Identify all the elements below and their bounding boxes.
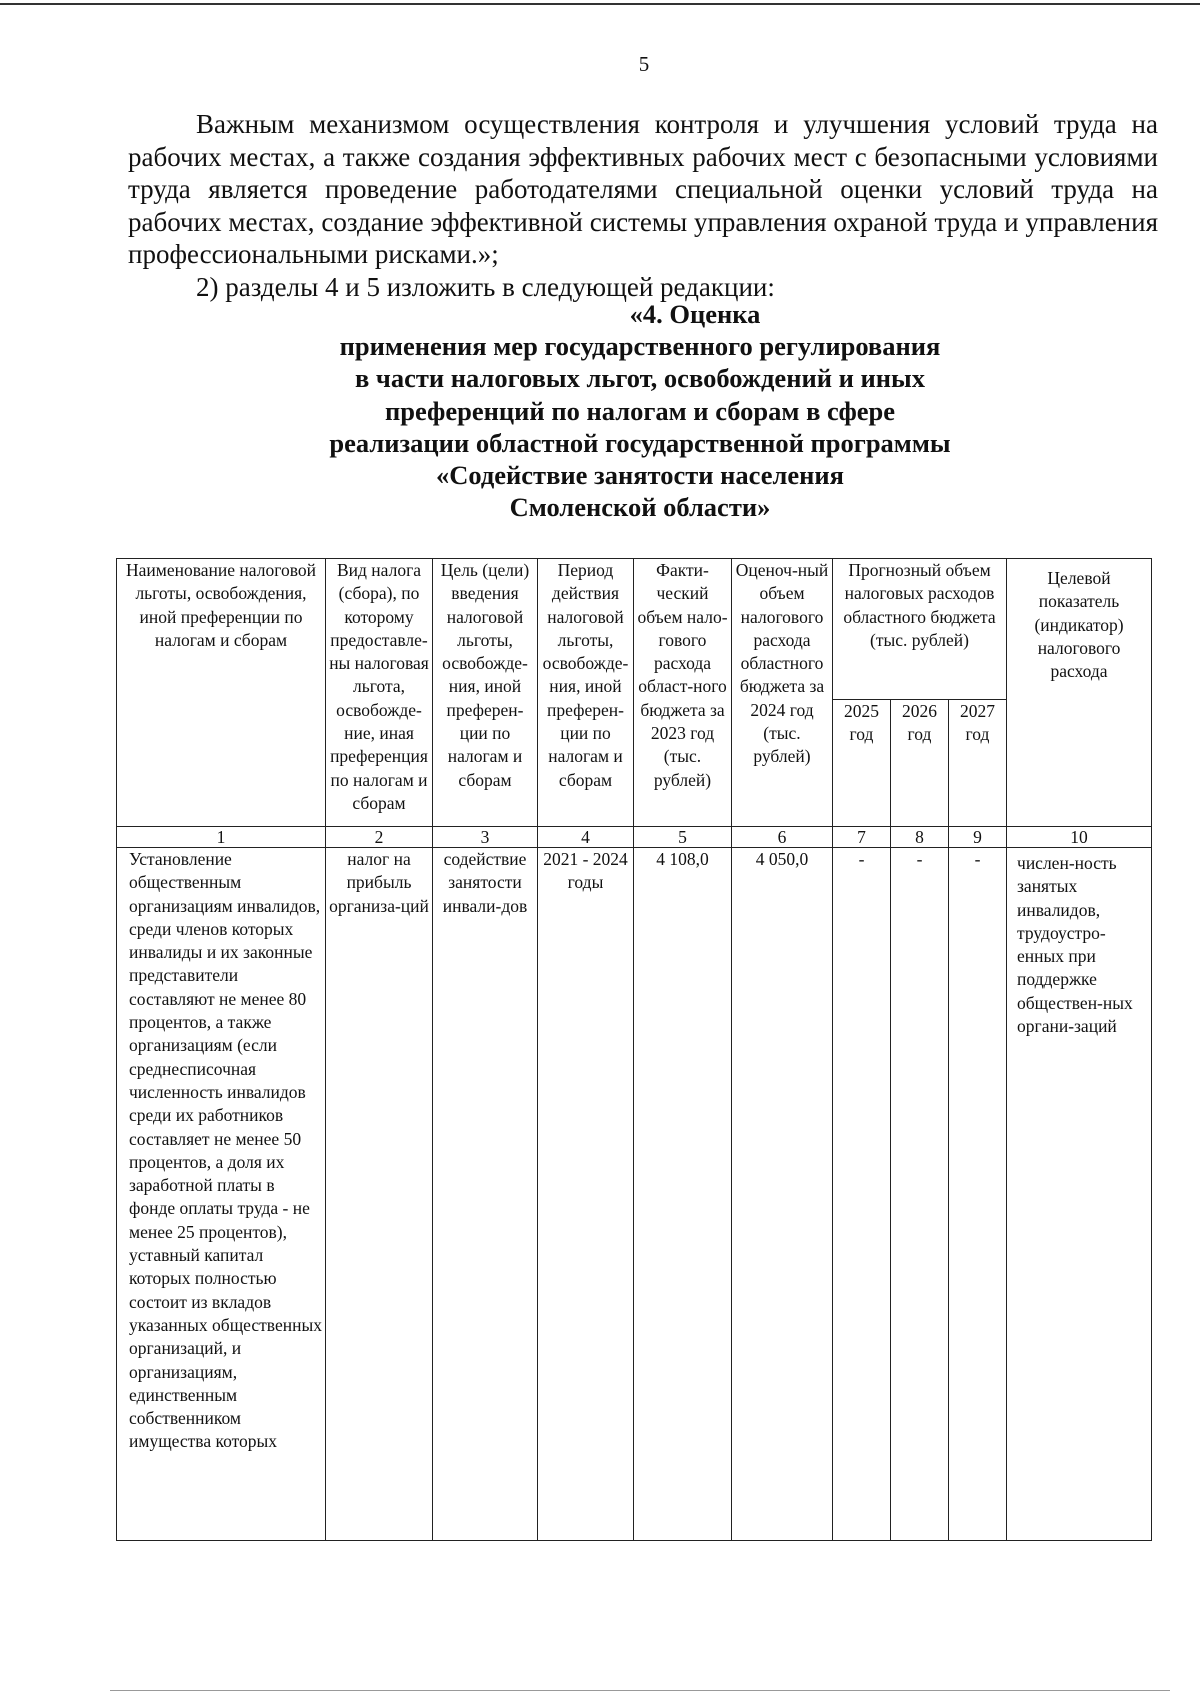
header-forecast-group: Прогнозный объем налоговых расходов областного бюджета (тыс. рублей) bbox=[833, 559, 1007, 700]
heading-line-5: реализации областной государственной программы bbox=[329, 427, 951, 458]
row-target-indicator: числен-ность занятых инвалидов, трудоустро-енных при поддержке обществен-ных органи-заций bbox=[1007, 848, 1152, 1541]
header-goal: Цель (цели) введения налоговой льготы, освобожде-ния, иной преферен-ции по налогам и сборам bbox=[433, 559, 538, 827]
bottom-rule bbox=[110, 1690, 1170, 1691]
row-period: 2021 - 2024 годы bbox=[538, 848, 634, 1541]
heading-line-4: преференций по налогам и сборам в сфере bbox=[384, 395, 896, 426]
row-forecast-2025: - bbox=[833, 848, 891, 1541]
header-row-1 bbox=[117, 559, 1152, 700]
column-number-row bbox=[117, 827, 1152, 848]
column-number: 5 bbox=[634, 827, 732, 848]
page-number: 5 bbox=[638, 52, 650, 76]
heading-line-3: в части налоговых льгот, освобождений и иных bbox=[354, 363, 925, 394]
column-number: 6 bbox=[732, 827, 833, 848]
column-number: 7 bbox=[833, 827, 891, 848]
heading-line-6: «Содействие занятости населения bbox=[435, 460, 845, 491]
header-period: Период действия налоговой льготы, освобожде-ния, иной преферен-ции по налогам и сборам bbox=[538, 559, 634, 827]
column-number: 2 bbox=[326, 827, 433, 848]
column-number: 10 bbox=[1007, 827, 1152, 848]
header-estimated-2024: Оценоч-ный объем налогового расхода областного бюджета за 2024 год (тыс. рублей) bbox=[732, 559, 833, 827]
row-forecast-2026: - bbox=[891, 848, 949, 1541]
header-year-2026: 2026 год bbox=[891, 700, 949, 827]
section-heading bbox=[150, 298, 1130, 523]
column-number: 9 bbox=[949, 827, 1007, 848]
heading-line-2: применения мер государственного регулирования bbox=[339, 331, 941, 362]
header-year-2027: 2027 год bbox=[949, 700, 1007, 827]
header-year-2025: 2025 год bbox=[833, 700, 891, 827]
row-estimated-2024: 4 050,0 bbox=[732, 848, 833, 1541]
heading-line-1: «4. Оценка bbox=[629, 299, 761, 329]
tax-expenditure-table bbox=[116, 558, 1152, 1541]
row-actual-2023: 4 108,0 bbox=[634, 848, 732, 1541]
column-number: 8 bbox=[891, 827, 949, 848]
row-forecast-2027: - bbox=[949, 848, 1007, 1541]
table-row bbox=[117, 848, 1152, 1541]
row-tax-type: налог на прибыль организа-ций bbox=[326, 848, 433, 1541]
heading-line-7: Смоленской области» bbox=[509, 492, 771, 523]
intro-text bbox=[128, 108, 1158, 303]
column-number: 3 bbox=[433, 827, 538, 848]
top-rule bbox=[0, 3, 1200, 5]
header-target-indicator: Целевой показатель (индикатор) налогового расхода bbox=[1007, 559, 1152, 827]
header-tax-type: Вид налога (сбора), по которому предоставле-ны налоговая льгота, освобожде-ние, иная преференция по налогам и сборам bbox=[326, 559, 433, 827]
column-number: 4 bbox=[538, 827, 634, 848]
intro-paragraph-2: 2) разделы 4 и 5 изложить в следующей редакции: bbox=[196, 271, 775, 302]
row-goal: содействие занятости инвали-дов bbox=[433, 848, 538, 1541]
intro-paragraph-1: Важным механизмом осуществления контроля и улучшения условий труда на рабочих местах, а также создания эффективных рабочих мест с безопасными условиями труда является проведение работодателями специальной оценки условий труда на рабочих местах, создание эффективной системы управления охраной труда и управления профессиональными рисками.»; bbox=[128, 109, 1158, 269]
header-name: Наименование налоговой льготы, освобождения, иной преференции по налогам и сборам bbox=[117, 559, 326, 827]
header-actual-2023: Факти-ческий объем нало-гового расхода област-ного бюджета за 2023 год (тыс. рублей) bbox=[634, 559, 732, 827]
row-name: Установление общественным организациям инвалидов, среди членов которых инвалиды и их законные представители составляют не менее 80 процентов, а также организациям (если среднесписочная численность инвалидов среди их работников составляет не менее 50 процентов, а доля их заработной платы в фонде оплаты труда - не менее 25 процентов), уставный капитал которых полностью состоит из вкладов указанных общественных организаций, и организациям, единственным собственником имущества которых bbox=[117, 848, 326, 1541]
column-number: 1 bbox=[117, 827, 326, 848]
